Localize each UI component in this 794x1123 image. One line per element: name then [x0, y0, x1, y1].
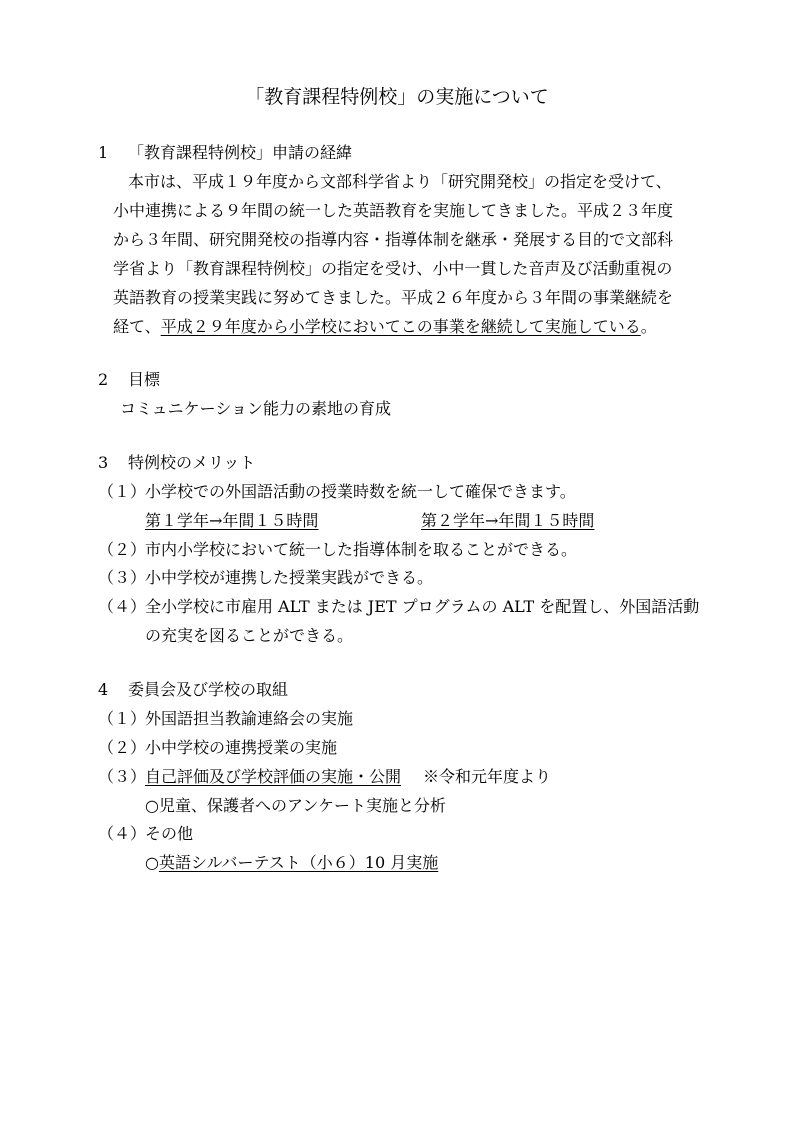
section4-item3-note: ※令和元年度より: [423, 767, 552, 786]
section1-paragraph-line-6: [113, 316, 657, 338]
section3-number: 3: [98, 453, 109, 472]
section1-last-line-prefix: 経て、: [113, 317, 161, 336]
section4-item2-marker: （２）: [98, 738, 147, 757]
page-title: 「教育課程特例校」の実施について: [245, 86, 549, 108]
section3-grade1-hours: 第１学年→年間１５時間: [145, 511, 319, 530]
section1-paragraph-line-4: 学省より「教育課程特例校」の指定を受け、小中一貫した音声及び活動重視の: [113, 259, 673, 278]
section1-heading: 「教育課程特例校」申請の経緯: [128, 143, 353, 162]
section2-number: 2: [98, 370, 109, 389]
section3-item2-marker: （２）: [98, 540, 147, 559]
section3-item2-text: 市内小学校において統一した指導体制を取ることができる。: [145, 540, 578, 559]
section4-item4-sub: [145, 852, 438, 874]
section4-item2-text: 小中学校の連携授業の実施: [145, 738, 338, 757]
section1-paragraph-line-1: 本市は、平成１９年度から文部科学省より「研究開発校」の指定を受けて、: [128, 172, 672, 191]
section4-item4-sub-underlined: 英語シルバーテスト（小６）10 月実施: [158, 853, 439, 872]
section1-paragraph-line-5: 英語教育の授業実践に努めてきました。平成２６年度から３年間の事業継続を: [113, 288, 674, 307]
section4-item3-underlined: 自己評価及び学校評価の実施・公開: [145, 767, 402, 786]
section4-item3-line: [145, 766, 551, 788]
section3-item1-marker: （１）: [98, 482, 147, 501]
section4-item1-text: 外国語担当教諭連絡会の実施: [145, 709, 354, 728]
section4-item4-text: その他: [145, 824, 194, 843]
section3-item3-text: 小中学校が連携した授業実践ができる。: [145, 568, 434, 587]
section4-item1-marker: （１）: [98, 709, 147, 728]
section4-number: 4: [98, 680, 109, 699]
section3-item3-marker: （３）: [98, 568, 147, 587]
section1-underlined-statement: 平成２９年度から小学校においてこの事業を継続して実施している: [160, 317, 641, 336]
section1-last-line-suffix: 。: [640, 317, 657, 336]
section4-item4-marker: （４）: [98, 824, 147, 843]
section3-item4-line2: の充実を図ることができる。: [145, 626, 354, 645]
section2-text: コミュニケーション能力の素地の育成: [120, 399, 392, 418]
section3-item4-marker: （４）: [98, 597, 147, 616]
section1-number: 1: [98, 143, 109, 162]
section3-grade2-hours: 第２学年→年間１５時間: [421, 511, 595, 530]
section3-item4-line1: 全小学校に市雇用 ALT または JET プログラムの ALT を配置し、外国語活動: [145, 597, 700, 616]
section4-heading: 委員会及び学校の取組: [128, 680, 289, 699]
section2-heading: 目標: [128, 370, 161, 389]
section4-item3-sub: ○児童、保護者へのアンケート実施と分析: [145, 796, 447, 815]
section3-heading: 特例校のメリット: [128, 453, 256, 472]
section4-item3-marker: （３）: [98, 767, 147, 786]
section3-item1-text: 小学校での外国語活動の授業時数を統一して確保できます。: [145, 482, 576, 501]
section1-paragraph-line-2: 小中連携による９年間の統一した英語教育を実施してきました。平成２３年度: [113, 201, 674, 220]
section1-paragraph-line-3: から３年間、研究開発校の指導内容・指導体制を継承・発展する目的で文部科: [113, 230, 674, 249]
section4-item4-sub-bullet: ○: [145, 853, 159, 872]
